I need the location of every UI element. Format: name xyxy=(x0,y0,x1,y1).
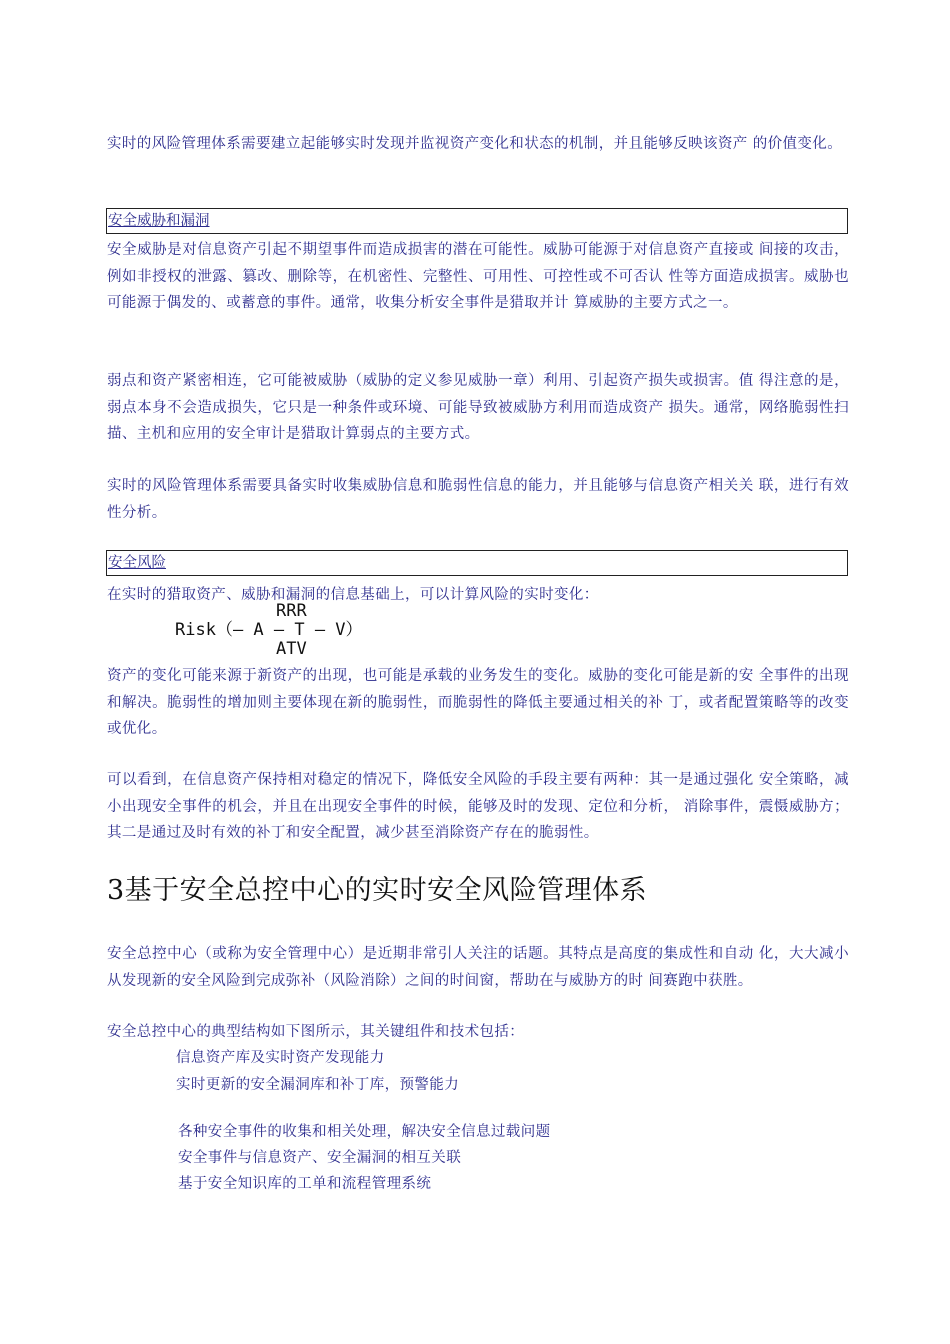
paragraph-structure-intro: 安全总控中心的典型结构如下图所示，其关键组件和技术包括： xyxy=(107,1024,525,1040)
list-item: 实时更新的安全漏洞库和补丁库，预警能力 xyxy=(176,1077,460,1093)
list-item: 信息资产库及实时资产发现能力 xyxy=(176,1050,385,1066)
section-heading: 3基于安全总控中心的实时安全风险管理体系 xyxy=(107,875,648,906)
paragraph-asset-monitoring: 实时的风险管理体系需要建立起能够实时发现并监视资产变化和状态的机制，并且能够反映该资产 的价值变化。 xyxy=(107,136,843,152)
list-item: 基于安全知识库的工单和流程管理系统 xyxy=(178,1176,432,1192)
formula-numerator: RRR xyxy=(276,601,307,621)
list-item: 安全事件与信息资产、安全漏洞的相互关联 xyxy=(178,1150,462,1166)
paragraph-change-sources: 资产的变化可能来源于新资产的出现，也可能是承载的业务发生的变化。威胁的变化可能是新的安 全事件的出现和解决。脆弱性的增加则主要体现在新的脆弱性，而脆弱性的降低主要通过相关的补 丁，或者配置策略等的改变或优化。 xyxy=(107,668,849,737)
paragraph-threat-definition: 安全威胁是对信息资产引起不期望事件而造成损害的潜在可能性。威胁可能源于对信息资产直接或 间接的攻击，例如非授权的泄露、篡改、删除等，在机密性、完整性、可用性、可控性或不可否认 性等方面造成损害。威胁也可能源于偶发的、或蓄意的事件。通常，收集分析安全事件是猎取并计 算威胁的主要方式之一。 xyxy=(107,242,849,311)
paragraph-security-center: 安全总控中心（或称为安全管理中心）是近期非常引人关注的话题。其特点是高度的集成性和自动 化，大大减小从发现新的安全风险到完成弥补（风险消除）之间的时间窗，帮助在与威胁方的时 间赛跑中获胜。 xyxy=(107,946,849,989)
section-title-threats: 安全威胁和漏洞 xyxy=(108,213,210,229)
paragraph-risk-reduction: 可以看到，在信息资产保持相对稳定的情况下，降低安全风险的手段主要有两种：其一是通过强化 安全策略，减小出现安全事件的机会，并且在出现安全事件的时候，能够及时的发现、定位和分析， 消除事件，震慑威胁方；其二是通过及时有效的补丁和安全配置，减少甚至消除资产存在的脆弱性。 xyxy=(107,772,849,841)
section-box-risk xyxy=(106,550,848,576)
section-title-risk: 安全风险 xyxy=(108,555,166,571)
section-box-threats xyxy=(106,208,848,234)
paragraph-weakness: 弱点和资产紧密相连，它可能被威胁（威胁的定义参见威胁一章）利用、引起资产损失或损害。值 得注意的是，弱点本身不会造成损失，它只是一种条件或环境、可能导致被威胁方利用而造成资产 损失。通常，网络脆弱性扫描、主机和应用的安全审计是猎取计算弱点的主要方式。 xyxy=(107,373,849,442)
list-item: 各种安全事件的收集和相关处理，解决安全信息过载问题 xyxy=(178,1124,551,1140)
paragraph-realtime-collection: 实时的风险管理体系需要具备实时收集威胁信息和脆弱性信息的能力，并且能够与信息资产相关关 联，进行有效性分析。 xyxy=(107,478,849,521)
paragraph-risk-intro: 在实时的猎取资产、威胁和漏洞的信息基础上，可以计算风险的实时变化： xyxy=(107,587,599,603)
formula-denominator: ATV xyxy=(276,639,307,659)
formula-main: Risk（— A — T — V） xyxy=(175,620,363,640)
